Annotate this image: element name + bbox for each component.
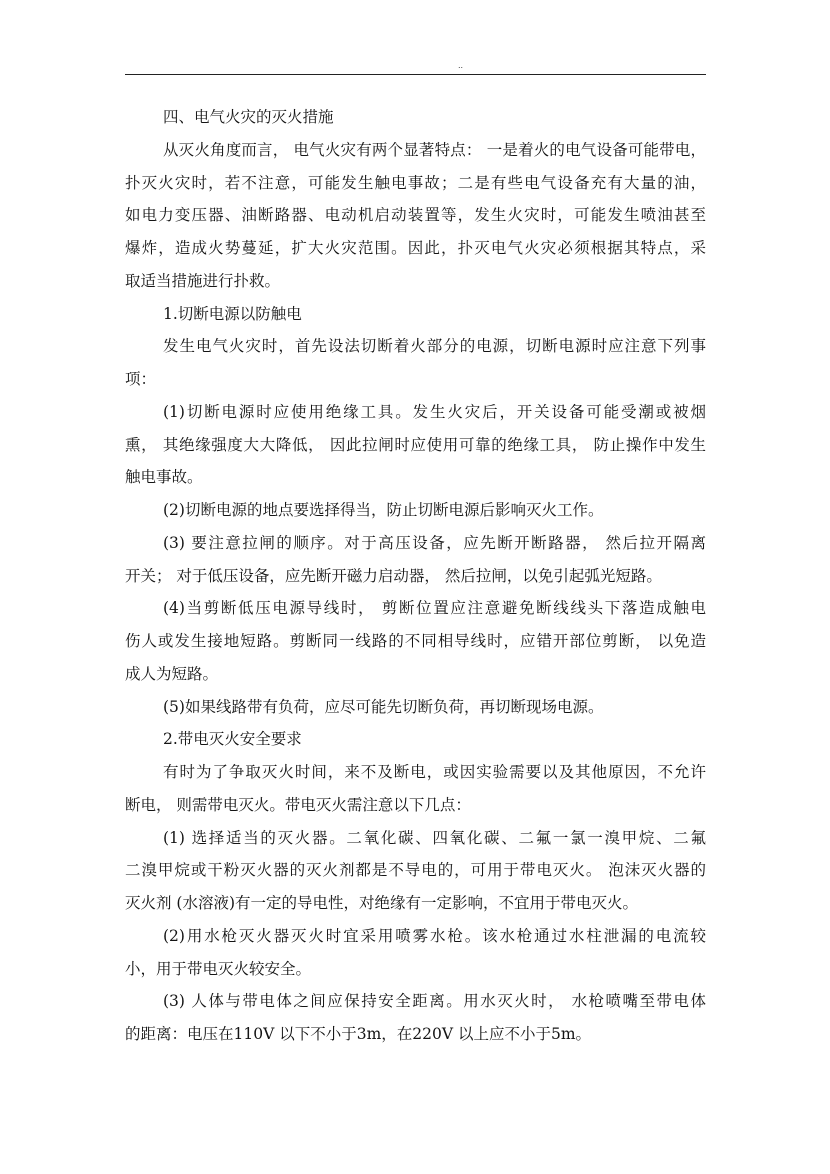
text-line: (5)如果线路带有负荷，应尽可能先切断负荷，再切断现场电源。 xyxy=(163,697,604,716)
text-line: 从灭火角度而言， 电气火灾有两个显著特点： 一是着火的电气设备可能带电， xyxy=(163,140,706,159)
subheading-text: 2.带电灭火安全要求 xyxy=(163,730,302,749)
text-line: (1) 选择适当的灭火器。二氧化碳、四氧化碳、二氟一氯一溴甲烷、二氟 xyxy=(163,828,706,847)
text-line: 二溴甲烷或干粉灭火器的灭火剂都是不导电的，可用于带电灭火。 泡沫灭火器的 xyxy=(125,861,706,880)
text-line: 成人为短路。 xyxy=(125,664,219,683)
list-item xyxy=(125,592,706,690)
text-line: (3) 人体与带电体之间应保持安全距离。用水灭火时， 水枪喷嘴至带电体 xyxy=(163,992,706,1011)
list-item xyxy=(125,494,706,527)
text-line: 的距离：电压在110V 以下不小于3m，在220V 以上应不小于5m。 xyxy=(125,1025,592,1043)
paragraph xyxy=(125,330,706,396)
subheading-1 xyxy=(125,298,706,331)
text-line: 触电事故。 xyxy=(125,468,203,487)
header-mark: .. xyxy=(458,61,464,70)
text-line: 灭火剂 (水溶液)有一定的导电性，对绝缘有一定影响，不宜用于带电灭火。 xyxy=(125,894,639,912)
text-line: 小，用于带电灭火较安全。 xyxy=(125,959,312,978)
text-line: 发生电气火灾时，首先设法切断着火部分的电源，切断电源时应注意下列事 xyxy=(163,337,706,356)
list-item xyxy=(125,527,706,593)
subheading-text: 1.切断电源以防触电 xyxy=(163,304,302,323)
text-line: 断电， 则需带电灭火。带电灭火需注意以下几点： xyxy=(125,795,471,814)
text-line: 熏， 其绝缘强度大大降低， 因此拉闸时应使用可靠的绝缘工具， 防止操作中发生 xyxy=(125,435,706,454)
text-line: (4)当剪断低压电源导线时， 剪断位置应注意避免断线线头下落造成触电 xyxy=(163,599,706,618)
list-item xyxy=(125,985,706,1051)
list-item xyxy=(125,920,706,986)
heading-text: 四、电气火灾的灭火措施 xyxy=(163,108,334,126)
text-line: 如电力变压器、油断路器、电动机启动装置等，发生火灾时，可能发生喷油甚至 xyxy=(125,206,706,225)
paragraph-intro xyxy=(125,134,706,298)
text-line: (3) 要注意拉闸的顺序。对于高压设备，应先断开断路器， 然后拉开隔离 xyxy=(163,533,706,552)
text-line: 开关； 对于低压设备，应先断开磁力启动器， 然后拉闸，以免引起弧光短路。 xyxy=(125,566,662,585)
document-body xyxy=(125,101,706,1051)
text-line: 扑灭火灾时，若不注意，可能发生触电事故；二是有些电气设备充有大量的油， xyxy=(125,173,706,192)
list-item xyxy=(125,691,706,724)
text-line: 取适当措施进行扑救。 xyxy=(125,271,281,290)
text-line: 有时为了争取灭火时间，来不及断电，或因实验需要以及其他原因，不允许 xyxy=(163,763,706,781)
paragraph xyxy=(125,756,706,822)
text-line: 爆炸，造成火势蔓延，扩大火灾范围。因此，扑灭电气火灾必须根据其特点，采 xyxy=(125,239,706,257)
text-line: (2)切断电源的地点要选择得当，防止切断电源后影响灭火工作。 xyxy=(163,501,604,519)
list-item xyxy=(125,822,706,920)
text-line: (2)用水枪灭火器灭火时宜采用喷雾水枪。该水枪通过水柱泄漏的电流较 xyxy=(163,926,706,945)
section-heading xyxy=(125,101,706,134)
list-item xyxy=(125,396,706,494)
text-line: (1)切断电源时应使用绝缘工具。发生火灾后，开关设备可能受潮或被烟 xyxy=(163,402,706,421)
text-line: 伤人或发生接地短路。剪断同一线路的不同相导线时，应错开部位剪断， 以免造 xyxy=(125,632,706,650)
text-line: 项： xyxy=(125,370,157,388)
header-rule xyxy=(125,74,706,75)
subheading-2 xyxy=(125,723,706,756)
